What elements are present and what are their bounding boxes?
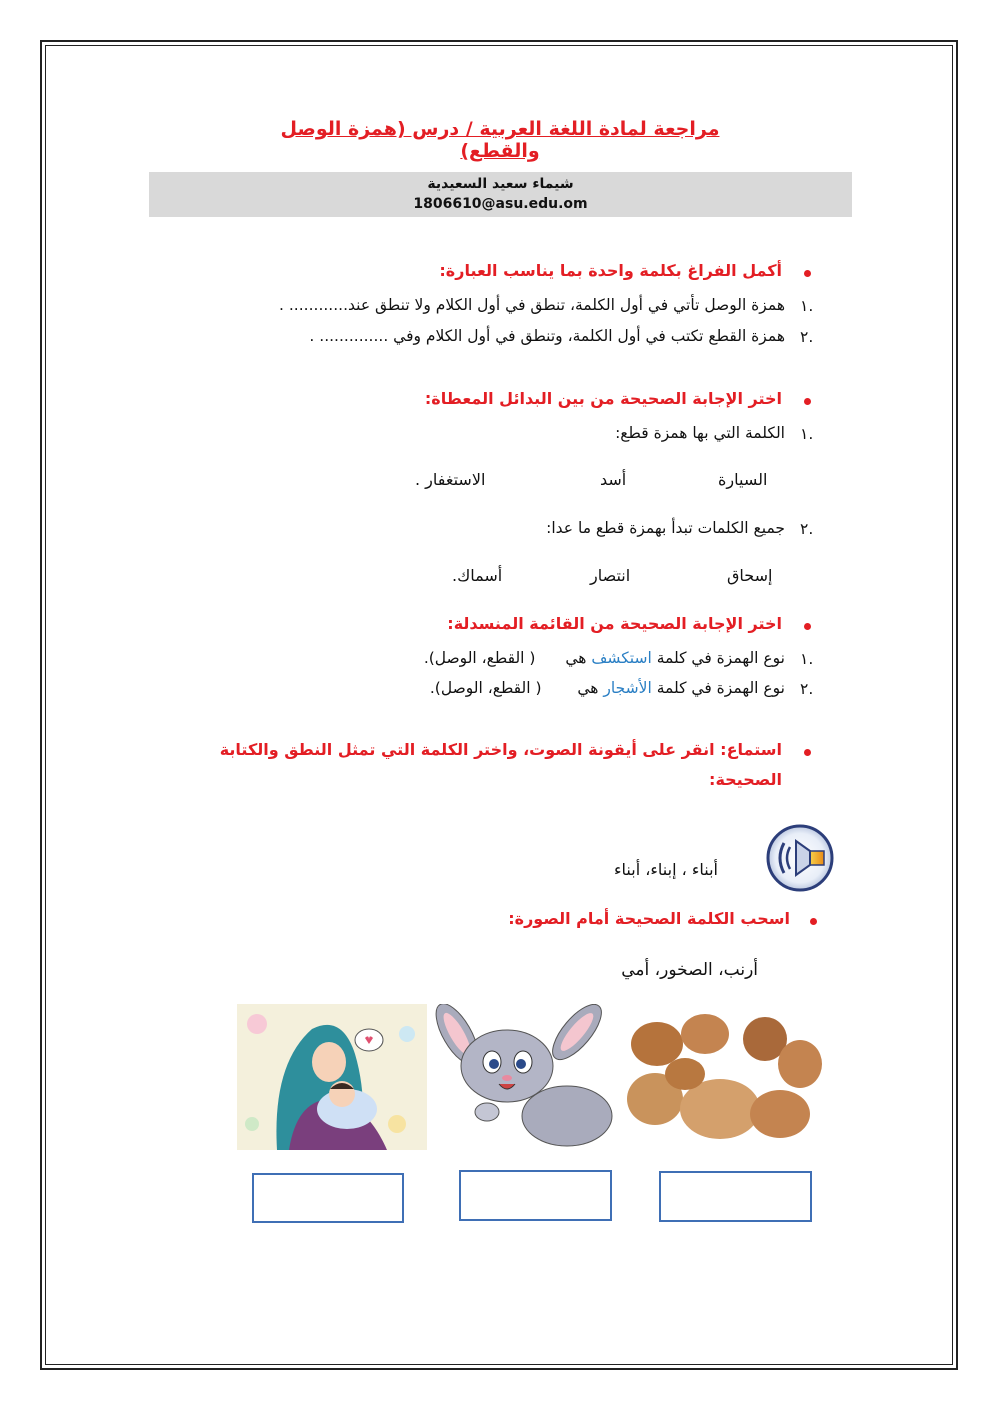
item-number: ٢. xyxy=(800,680,814,698)
choice-option[interactable]: السيارة xyxy=(718,470,768,489)
rabbit-image xyxy=(427,1004,625,1150)
question-prefix: نوع الهمزة في كلمة xyxy=(656,679,785,697)
page-border-inner xyxy=(45,45,953,1365)
section1-heading: أكمل الفراغ بكلمة واحدة بما يناسب العبارة: xyxy=(439,261,782,280)
section4-heading-cont: الصحيحة: xyxy=(709,770,782,789)
mother-child-image xyxy=(237,1004,427,1150)
fill-blank-item: همزة الوصل تأتي في أول الكلمة، تنطق في أول الكلام ولا تنطق عند............ . xyxy=(279,296,785,314)
choice-option[interactable]: انتصار xyxy=(590,566,631,585)
page-title: مراجعة لمادة اللغة العربية / درس (همزة الوصل والقطع) xyxy=(280,118,720,162)
section4-heading: استماع: انقر على أيقونة الصوت، واختر الكلمة التي تمثل النطق والكتابة xyxy=(219,740,782,759)
rocks-image xyxy=(625,1004,823,1150)
section3-heading: اختر الإجابة الصحيحة من القائمة المنسدلة: xyxy=(447,614,782,633)
section2-heading: اختر الإجابة الصحيحة من بين البدائل المعطاة: xyxy=(424,389,782,408)
item-number: ١. xyxy=(800,650,814,668)
choice-option[interactable]: أسد xyxy=(600,470,627,489)
fill-blank-item: همزة القطع تكتب في أول الكلمة، وتنطق في أول الكلام وفي .............. . xyxy=(309,327,785,345)
bullet-icon xyxy=(804,270,811,277)
bullet-icon xyxy=(804,398,811,405)
item-number: ٢. xyxy=(800,328,814,346)
bullet-icon xyxy=(810,918,817,925)
highlighted-word: الأشجار xyxy=(603,679,652,697)
drag-words[interactable]: أرنب، الصخور، أمي xyxy=(621,960,758,980)
dropdown-question xyxy=(424,649,785,667)
highlighted-word: استكشف xyxy=(591,649,652,667)
question-text: جميع الكلمات تبدأ بهمزة قطع ما عدا: xyxy=(546,519,785,537)
author-name: شيماء سعيد السعيدية xyxy=(427,176,574,192)
question-prefix: نوع الهمزة في كلمة xyxy=(656,649,785,667)
item-number: ١. xyxy=(800,297,814,315)
drop-zone-rabbit[interactable] xyxy=(459,1170,612,1221)
bullet-icon xyxy=(804,623,811,630)
dropdown-question xyxy=(430,679,785,697)
author-box xyxy=(149,172,852,217)
choice-option[interactable]: الاستغفار . xyxy=(415,470,486,489)
item-number: ٢. xyxy=(800,520,814,538)
question-text: الكلمة التي بها همزة قطع: xyxy=(615,424,785,442)
dropdown-select[interactable]: ( القطع، الوصل). xyxy=(423,649,536,667)
item-number: ١. xyxy=(800,425,814,443)
listening-choices[interactable]: أبناء ، إبناء، أبناء xyxy=(614,860,718,879)
bullet-icon xyxy=(804,749,811,756)
speaker-icon[interactable] xyxy=(764,823,836,893)
choice-option[interactable]: إسحاق xyxy=(727,566,773,585)
choice-option[interactable]: أسماك. xyxy=(452,566,503,585)
drop-zone-rocks[interactable] xyxy=(659,1171,812,1222)
question-suffix: هي xyxy=(565,649,587,667)
question-suffix: هي xyxy=(577,679,599,697)
author-email: 1806610@asu.edu.om xyxy=(413,196,588,212)
section5-heading: اسحب الكلمة الصحيحة أمام الصورة: xyxy=(508,909,790,928)
dropdown-select[interactable]: ( القطع، الوصل). xyxy=(429,679,542,697)
drop-zone-mother[interactable] xyxy=(252,1173,404,1223)
